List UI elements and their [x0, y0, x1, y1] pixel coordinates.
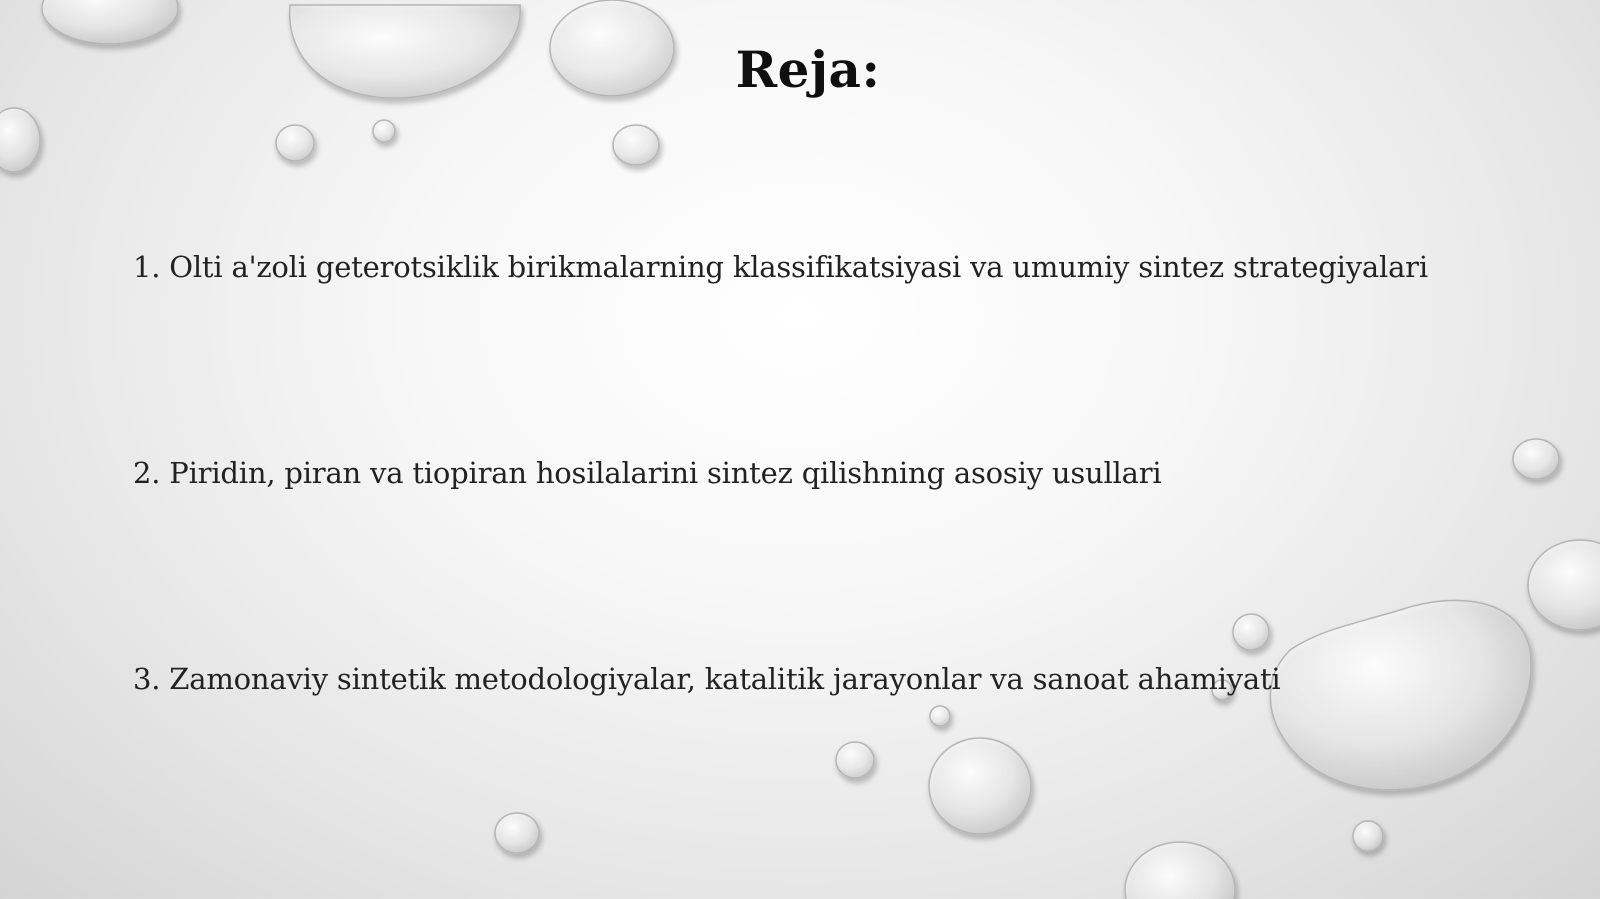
slide-title: Reja:	[735, 40, 881, 99]
plan-item-2: 2. Piridin, piran va tiopiran hosilalarini sintez qilishning asosiy usullari	[133, 456, 1162, 490]
plan-item-1: 1. Olti a'zoli geterotsiklik birikmalarning klassifikatsiyasi va umumiy sintez strategiyalari	[133, 250, 1428, 284]
plan-item-3: 3. Zamonaviy sintetik metodologiyalar, katalitik jarayonlar va sanoat ahamiyati	[133, 662, 1281, 696]
